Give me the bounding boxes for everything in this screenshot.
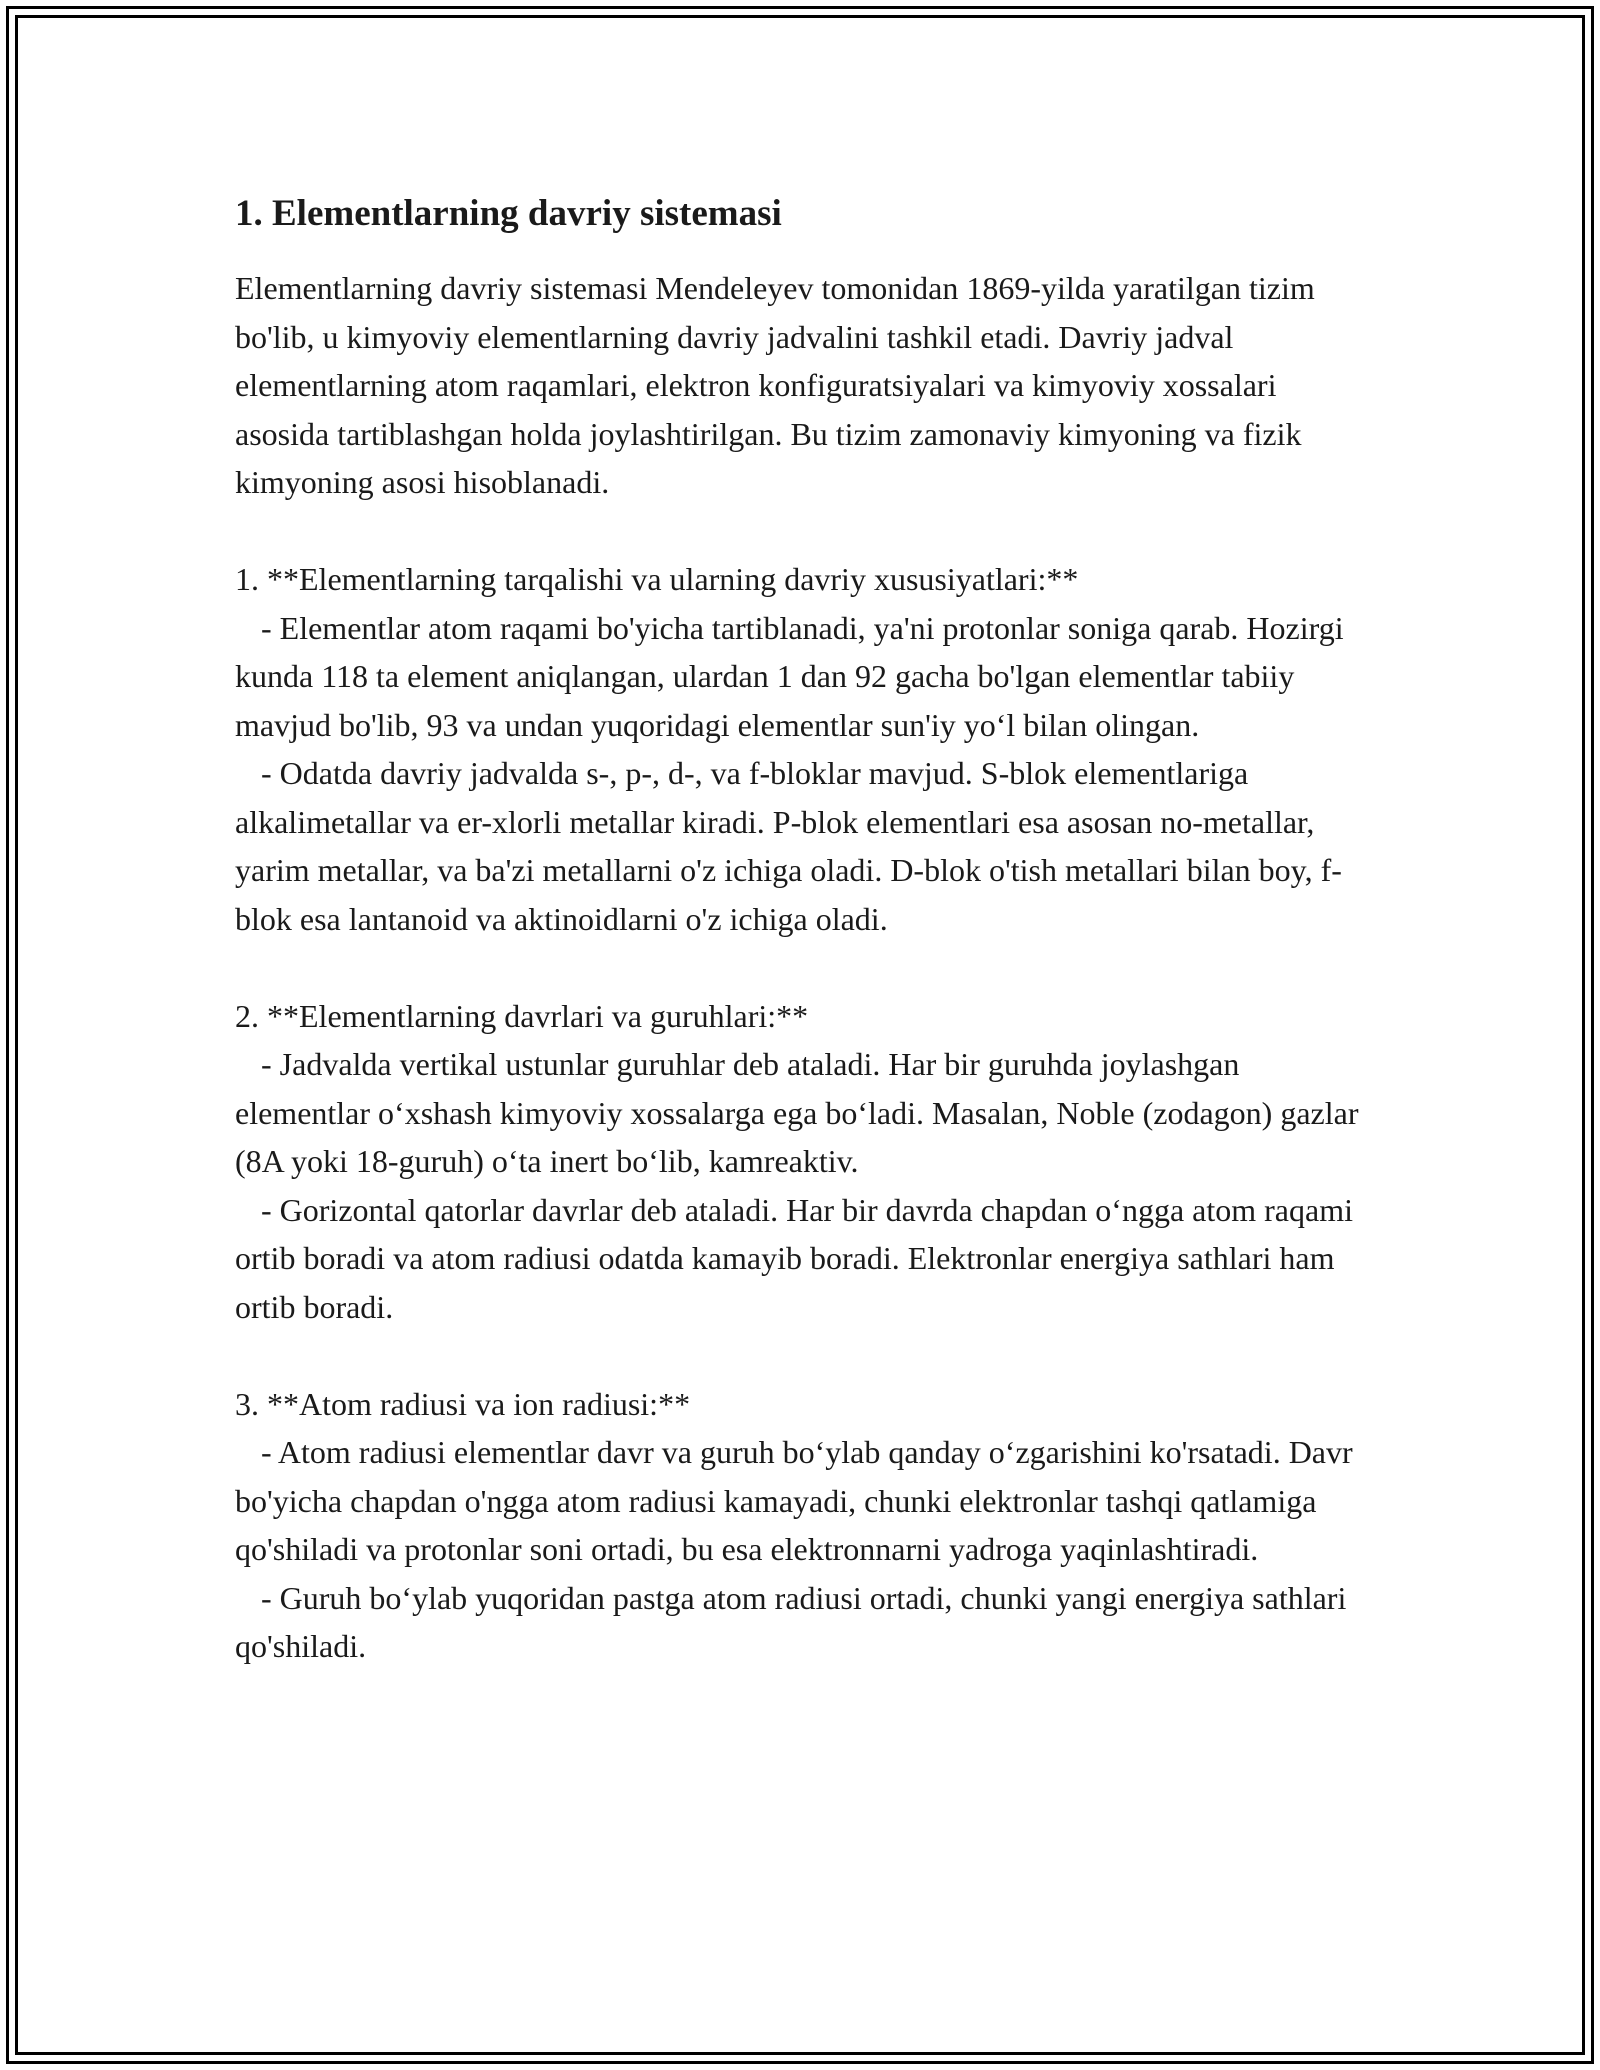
page-title: 1. Elementlarning davriy sistemasi [235, 193, 782, 234]
bullet-item: - Elementlar atom raqami bo'yicha tartiblanadi, ya'ni protonlar soniga qarab. Hozirgi kunda 118 ta element aniqlangan, ulardan 1 dan 92 gacha bo'lgan elementlar tabiiy mavjud bo'lib, 93 va undan yuqoridagi elementlar sun'iy yo‘l bilan olingan. [235, 609, 1344, 743]
section-heading: 2. **Elementlarning davrlari va guruhlari:** [235, 997, 809, 1034]
section-2 [235, 992, 1375, 1332]
bullet-item: - Odatda davriy jadvalda s-, p-, d-, va f-bloklar mavjud. S-blok elementlariga alkalimetallar va er-xlorli metallar kiradi. P-blok elementlari esa asosan no-metallar, yarim metallar, va ba'zi metallarni o'z ichiga oladi. D-blok o'tish metallari bilan boy, f-blok esa lantanoid va aktinoidlarni o'z ichiga oladi. [235, 755, 1342, 937]
intro-paragraph: Elementlarning davriy sistemasi Mendeleyev tomonidan 1869-yilda yaratilgan tizim bo'lib, u kimyoviy elementlarning davriy jadvalini tashkil etadi. Davriy jadval elementlarning atom raqamlari, elektron konfiguratsiyalari va kimyoviy xossalari asosida tartiblashgan holda joylashtirilgan. Bu tizim zamonaviy kimyoning va fizik kimyoning asosi hisoblanadi. [235, 270, 1323, 500]
document-body [235, 186, 1375, 1671]
bullet-item: - Gorizontal qatorlar davrlar deb ataladi. Har bir davrda chapdan o‘ngga atom raqami ortib boradi va atom radiusi odatda kamayib boradi. Elektronlar energiya sathlari ham ortib boradi. [235, 1191, 1353, 1325]
bullet-item: - Guruh bo‘ylab yuqoridan pastga atom radiusi ortadi, chunki yangi energiya sathlari qo'shiladi. [235, 1579, 1347, 1664]
bullet-item: - Jadvalda vertikal ustunlar guruhlar deb ataladi. Har bir guruhda joylashgan elementlar o‘xshash kimyoviy xossalarga ega bo‘ladi. Masalan, Noble (zodagon) gazlar (8A yoki 18-guruh) o‘ta inert bo‘lib, kamreaktiv. [235, 1046, 1359, 1179]
bullet-item: - Atom radiusi elementlar davr va guruh bo‘ylab qanday o‘zgarishini ko'rsatadi. Davr bo'yicha chapdan o'ngga atom radiusi kamayadi, chunki elektronlar tashqi qatlamiga qo'shiladi va protonlar soni ortadi, bu esa elektronnarni yadroga yaqinlashtiradi. [235, 1434, 1353, 1567]
section-1 [235, 555, 1375, 943]
section-heading: 1. **Elementlarning tarqalishi va ularning davriy xususiyatlari:** [235, 561, 1079, 597]
section-heading: 3. **Atom radiusi va ion radiusi:** [235, 1385, 691, 1422]
section-3 [235, 1380, 1375, 1671]
